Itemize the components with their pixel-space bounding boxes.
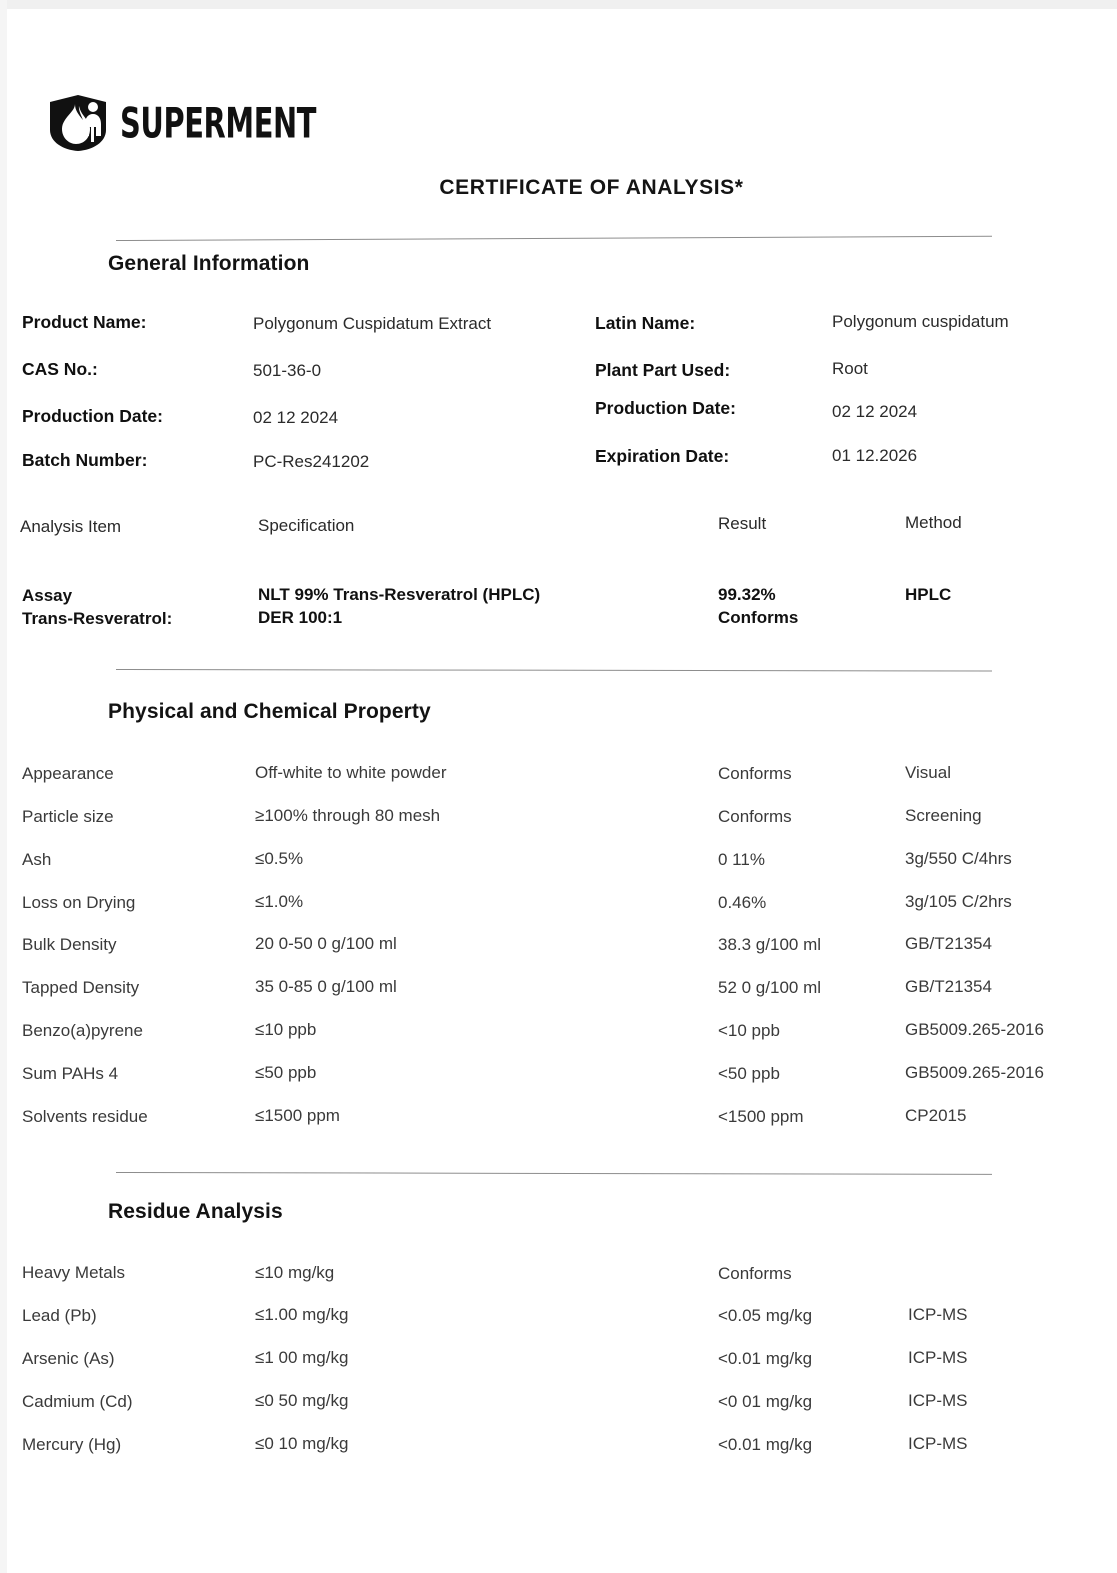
assay-result-line2: Conforms — [718, 608, 799, 627]
physical-result-0: Conforms — [718, 764, 792, 783]
physical-spec-1: ≥100% through 80 mesh — [255, 806, 441, 825]
physical-item-3: Loss on Drying — [22, 893, 136, 912]
residue-result-0: Conforms — [718, 1264, 792, 1283]
residue-item-4: Mercury (Hg) — [22, 1435, 122, 1454]
residue-result-4: <0.01 mg/kg — [718, 1435, 813, 1454]
value-latin-name: Polygonum cuspidatum — [832, 312, 1009, 331]
physical-method-5: GB/T21354 — [905, 977, 992, 996]
assay-item-line2: Trans-Resveratrol: — [22, 609, 173, 628]
physical-method-4: GB/T21354 — [905, 934, 992, 953]
physical-spec-6: ≤10 ppb — [255, 1020, 317, 1039]
physical-method-8: CP2015 — [905, 1106, 967, 1125]
assay-spec-line1: NLT 99% Trans-Resveratrol (HPLC) — [258, 585, 541, 604]
physical-result-6: <10 ppb — [718, 1021, 780, 1040]
physical-method-7: GB5009.265-2016 — [905, 1063, 1044, 1082]
physical-method-0: Visual — [905, 763, 951, 782]
physical-item-4: Bulk Density — [22, 935, 117, 954]
residue-item-1: Lead (Pb) — [22, 1306, 97, 1325]
physical-spec-4: 20 0-50 0 g/100 ml — [255, 934, 397, 953]
value-cas-no: 501-36-0 — [253, 361, 322, 380]
column-header-result: Result — [718, 514, 767, 533]
physical-item-7: Sum PAHs 4 — [22, 1064, 119, 1083]
value-batch-number: PC-Res241202 — [253, 452, 370, 471]
physical-spec-2: ≤0.5% — [255, 849, 304, 868]
label-cas-no: CAS No.: — [22, 359, 98, 379]
physical-method-2: 3g/550 C/4hrs — [905, 849, 1012, 868]
page-title: CERTIFICATE OF ANALYSIS* — [439, 176, 744, 199]
physical-method-3: 3g/105 C/2hrs — [905, 892, 1012, 911]
physical-spec-7: ≤50 ppb — [255, 1063, 317, 1082]
physical-item-0: Appearance — [22, 764, 114, 783]
column-header-specification: Specification — [258, 516, 355, 535]
label-production-date-left: Production Date: — [22, 406, 163, 426]
brand-wordmark: SUPERMENT — [120, 98, 317, 148]
section-divider-middle — [116, 669, 992, 672]
physical-spec-3: ≤1.0% — [255, 892, 304, 911]
section-heading-general-information: General Information — [108, 252, 310, 275]
section-heading-residue-analysis: Residue Analysis — [108, 1200, 283, 1223]
label-expiration-date: Expiration Date: — [595, 446, 730, 466]
residue-item-0: Heavy Metals — [22, 1263, 125, 1282]
label-latin-name: Latin Name: — [595, 313, 696, 333]
value-product-name: Polygonum Cuspidatum Extract — [253, 314, 492, 333]
label-production-date-right: Production Date: — [595, 398, 736, 418]
assay-result-line1: 99.32% — [718, 585, 776, 604]
scan-edge-top — [0, 0, 1117, 9]
label-product-name: Product Name: — [22, 312, 147, 332]
column-header-method: Method — [905, 513, 962, 532]
physical-method-6: GB5009.265-2016 — [905, 1020, 1044, 1039]
section-divider-bottom — [116, 1172, 992, 1175]
physical-result-1: Conforms — [718, 807, 792, 826]
value-production-date-left: 02 12 2024 — [253, 408, 339, 427]
residue-result-1: <0.05 mg/kg — [718, 1306, 813, 1325]
physical-result-2: 0 11% — [718, 850, 765, 869]
residue-spec-0: ≤10 mg/kg — [255, 1263, 335, 1282]
residue-spec-2: ≤1 00 mg/kg — [255, 1348, 349, 1367]
physical-item-8: Solvents residue — [22, 1107, 148, 1126]
flame-droplet-hexagon-logo-icon — [48, 94, 110, 152]
physical-result-4: 38.3 g/100 ml — [718, 935, 822, 954]
residue-method-3: ICP-MS — [908, 1391, 968, 1410]
scan-edge-left — [0, 0, 7, 1573]
residue-item-2: Arsenic (As) — [22, 1349, 115, 1368]
physical-method-1: Screening — [905, 806, 982, 825]
value-production-date-right: 02 12 2024 — [832, 402, 918, 421]
residue-spec-4: ≤0 10 mg/kg — [255, 1434, 349, 1453]
residue-spec-1: ≤1.00 mg/kg — [255, 1305, 349, 1324]
residue-method-2: ICP-MS — [908, 1348, 968, 1367]
physical-result-7: <50 ppb — [718, 1064, 780, 1083]
residue-result-3: <0 01 mg/kg — [718, 1392, 813, 1411]
physical-item-1: Particle size — [22, 807, 114, 826]
value-plant-part-used: Root — [832, 359, 868, 378]
physical-spec-0: Off-white to white powder — [255, 763, 447, 782]
physical-result-5: 52 0 g/100 ml — [718, 978, 822, 997]
section-heading-physical-chemical-property: Physical and Chemical Property — [108, 700, 431, 723]
value-expiration-date: 01 12.2026 — [832, 446, 918, 465]
column-header-analysis-item: Analysis Item — [20, 517, 122, 536]
physical-item-2: Ash — [22, 850, 52, 869]
residue-item-3: Cadmium (Cd) — [22, 1392, 133, 1411]
residue-spec-3: ≤0 50 mg/kg — [255, 1391, 349, 1410]
assay-method: HPLC — [905, 585, 952, 604]
physical-result-3: 0.46% — [718, 893, 767, 912]
physical-spec-5: 35 0-85 0 g/100 ml — [255, 977, 397, 996]
residue-method-1: ICP-MS — [908, 1305, 968, 1324]
assay-spec-line2: DER 100:1 — [258, 608, 343, 627]
physical-spec-8: ≤1500 ppm — [255, 1106, 340, 1125]
section-divider-top — [116, 236, 992, 241]
physical-result-8: <1500 ppm — [718, 1107, 804, 1126]
physical-item-6: Benzo(a)pyrene — [22, 1021, 143, 1040]
residue-method-4: ICP-MS — [908, 1434, 968, 1453]
physical-item-5: Tapped Density — [22, 978, 140, 997]
label-batch-number: Batch Number: — [22, 450, 148, 470]
assay-item-line1: Assay — [22, 586, 73, 605]
brand-logo — [48, 94, 371, 152]
residue-result-2: <0.01 mg/kg — [718, 1349, 813, 1368]
label-plant-part-used: Plant Part Used: — [595, 360, 731, 380]
